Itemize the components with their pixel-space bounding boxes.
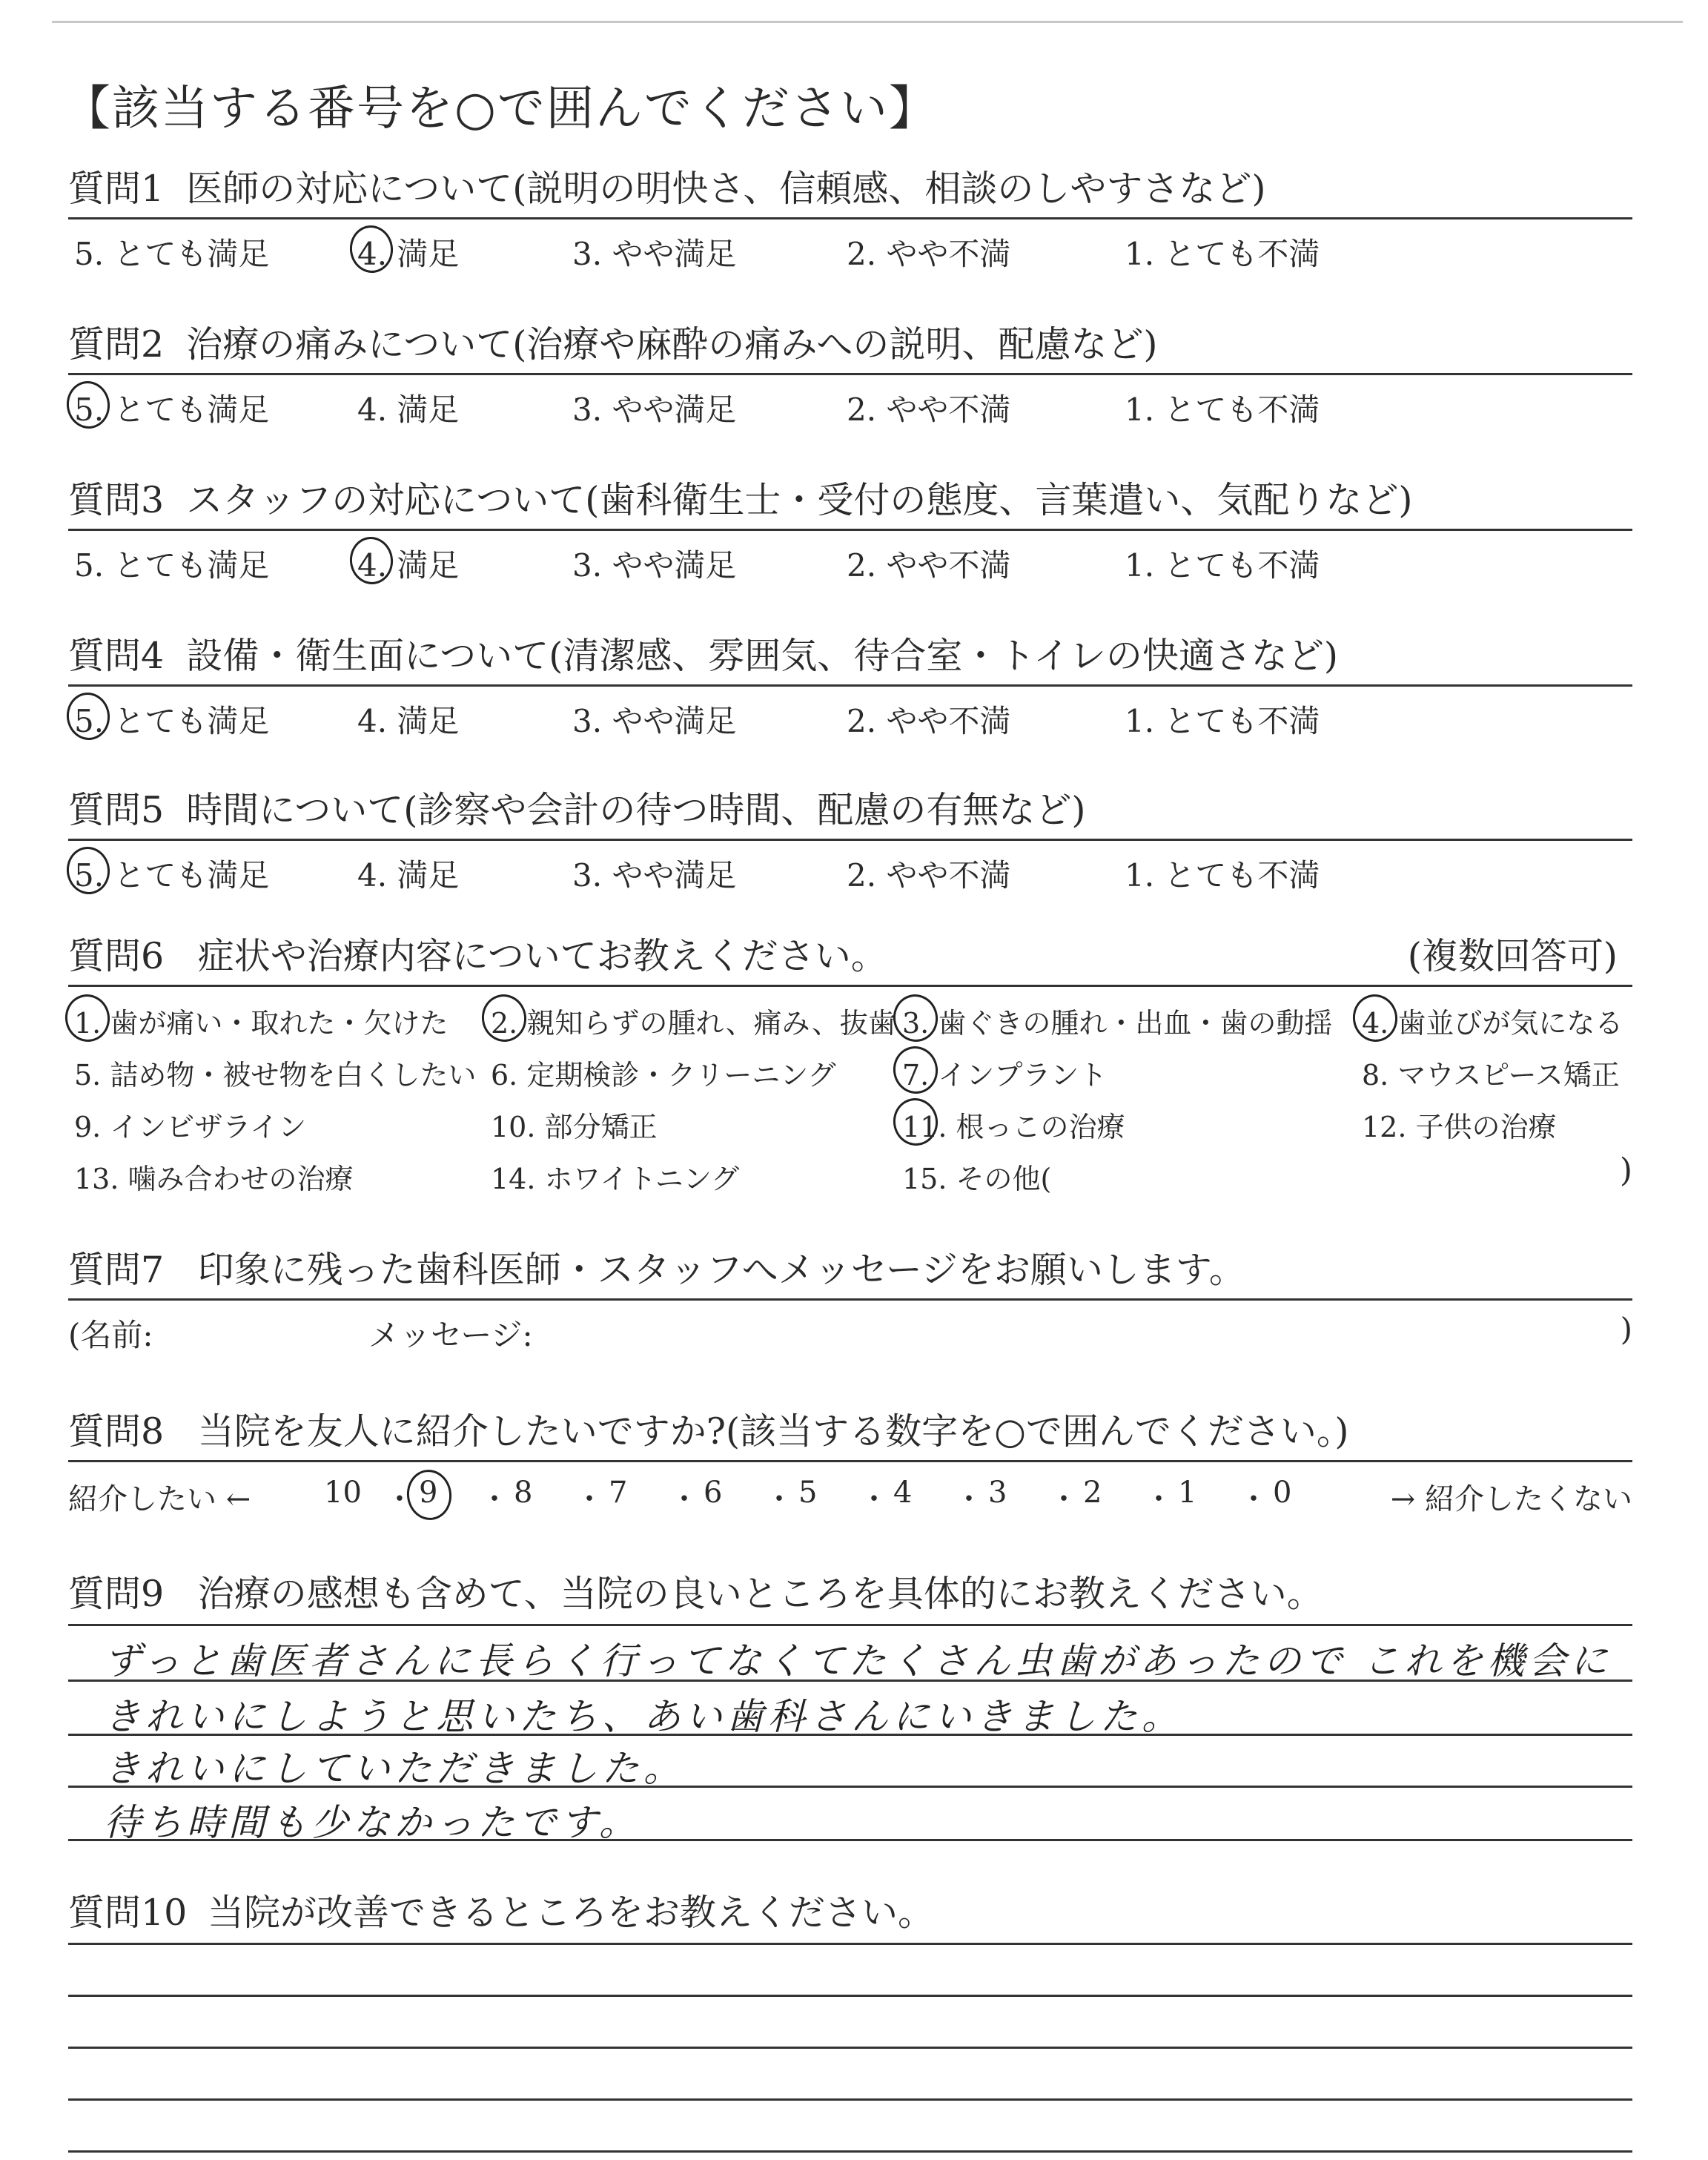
- message-close-paren: ): [1620, 1311, 1632, 1347]
- symptom-option-7-circled[interactable]: 7. インプラント: [902, 1052, 1107, 1093]
- rating-option-2[interactable]: 2. やや不満: [847, 703, 1011, 739]
- writing-line: [68, 2150, 1632, 2153]
- question-text: 医師の対応について(説明の明快さ、信頼感、相談のしやすさなど): [186, 168, 1266, 210]
- rating-option-4[interactable]: 4. 満足: [357, 392, 460, 428]
- rating-option-2[interactable]: 2. やや不満: [847, 392, 1011, 428]
- rating-option-3[interactable]: 3. やや満足: [572, 547, 737, 584]
- rating-option-2[interactable]: 2. やや不満: [847, 236, 1011, 272]
- question-text: 時間について(診察や会計の待つ時間、配慮の有無など): [186, 789, 1086, 831]
- rating-option-2[interactable]: 2. やや不満: [847, 857, 1011, 894]
- rating-option-5-circled[interactable]: 5. とても満足: [74, 851, 269, 896]
- scale-value-0[interactable]: 0: [1273, 1476, 1292, 1510]
- question-number: 質問4: [68, 635, 165, 677]
- symptom-option-3-circled[interactable]: 3. 歯ぐきの腫れ・出血・歯の動揺: [902, 1000, 1332, 1041]
- symptom-option-13[interactable]: 13. 噛み合わせの治療: [74, 1163, 354, 1195]
- question-7: [68, 1249, 1632, 1353]
- scale-separator: ・: [480, 1482, 509, 1516]
- handwritten-answer-line: 待ち時間も少なかったです。: [104, 1801, 640, 1844]
- rating-option-3[interactable]: 3. やや満足: [572, 236, 737, 272]
- scale-value-2[interactable]: 2: [1083, 1476, 1102, 1510]
- symptom-option-5[interactable]: 5. 詰め物・被せ物を白くしたい: [74, 1059, 477, 1091]
- handwritten-answer-line: きれいにしようと思いたち、あい歯科さんにいきました。: [104, 1695, 1183, 1738]
- question-number: 質問7: [68, 1249, 165, 1291]
- scale-separator: ・: [859, 1482, 889, 1516]
- multiple-answer-note: (複数回答可): [1407, 935, 1618, 977]
- symptom-option-11-circled[interactable]: 11. 根っこの治療: [902, 1104, 1125, 1145]
- scale-value-8[interactable]: 8: [514, 1476, 533, 1510]
- question-1: [68, 168, 1632, 272]
- rating-option-3[interactable]: 3. やや満足: [572, 703, 737, 739]
- writing-line: [68, 1943, 1632, 1945]
- question-number: 質問10: [68, 1892, 188, 1934]
- question-text: 当院が改善できるところをお教えください。: [207, 1892, 934, 1934]
- question-number: 質問9: [68, 1573, 165, 1615]
- question-text: スタッフの対応について(歯科衛生士・受付の態度、言葉遣い、気配りなど): [186, 479, 1413, 521]
- referral-scale: [68, 1468, 1632, 1516]
- rating-option-1[interactable]: 1. とても不満: [1125, 857, 1320, 894]
- scale-right-label: → 紹介したくない: [1390, 1482, 1632, 1516]
- question-text: 症状や治療内容についてお教えください。: [197, 935, 887, 977]
- scale-value-9-circled[interactable]: 9: [419, 1476, 438, 1510]
- question-text: 印象に残った歯科医師・スタッフへメッセージをお願いします。: [197, 1249, 1245, 1291]
- scale-left-label: 紹介したい ←: [68, 1482, 251, 1516]
- scale-value-4[interactable]: 4: [893, 1476, 913, 1510]
- writing-line: [68, 1624, 1632, 1626]
- symptom-option-14[interactable]: 14. ホワイトニング: [491, 1163, 740, 1195]
- symptom-option-12[interactable]: 12. 子供の治療: [1362, 1111, 1557, 1143]
- symptom-option-4-circled[interactable]: 4. 歯並びが気になる: [1362, 1000, 1623, 1041]
- scale-value-1[interactable]: 1: [1178, 1476, 1197, 1510]
- question-9: [68, 1573, 1632, 1615]
- scale-separator: ・: [385, 1482, 414, 1516]
- symptom-option-8[interactable]: 8. マウスピース矯正: [1362, 1059, 1620, 1091]
- scale-separator: ・: [575, 1482, 604, 1516]
- symptom-option-1-circled[interactable]: 1. 歯が痛い・取れた・欠けた: [74, 1000, 448, 1041]
- scale-separator: ・: [1049, 1482, 1079, 1516]
- question-number: 質問2: [68, 323, 165, 366]
- question-5: [68, 789, 1632, 894]
- rating-option-3[interactable]: 3. やや満足: [572, 392, 737, 428]
- rating-option-1[interactable]: 1. とても不満: [1125, 392, 1320, 428]
- rating-option-3[interactable]: 3. やや満足: [572, 857, 737, 894]
- scale-value-3[interactable]: 3: [988, 1476, 1007, 1510]
- rating-option-1[interactable]: 1. とても不満: [1125, 236, 1320, 272]
- symptom-option-15[interactable]: 15. その他(: [902, 1163, 1052, 1195]
- writing-line: [68, 1680, 1632, 1682]
- symptom-option-2-circled[interactable]: 2. 親知らずの腫れ、痛み、抜歯: [491, 1000, 896, 1041]
- scale-value-6[interactable]: 6: [704, 1476, 723, 1510]
- question-4: [68, 635, 1632, 739]
- question-2: [68, 323, 1632, 428]
- question-text: 設備・衛生面について(清潔感、雰囲気、待合室・トイレの快適さなど): [186, 635, 1338, 677]
- symptom-option-6[interactable]: 6. 定期検診・クリーニング: [491, 1059, 836, 1091]
- writing-line: [68, 2098, 1632, 2101]
- writing-line: [68, 1995, 1632, 1997]
- rating-option-4[interactable]: 4. 満足: [357, 857, 460, 894]
- question-10: [68, 1892, 1632, 1934]
- rating-option-5[interactable]: 5. とても満足: [74, 236, 270, 272]
- scale-value-7[interactable]: 7: [609, 1476, 628, 1510]
- rating-option-4-circled[interactable]: 4. 満足: [357, 230, 459, 274]
- question-number: 質問1: [68, 168, 165, 210]
- question-number: 質問5: [68, 789, 165, 831]
- scale-value-5[interactable]: 5: [798, 1476, 818, 1510]
- scale-value-10[interactable]: 10: [324, 1476, 362, 1510]
- question-3: [68, 479, 1632, 584]
- writing-line: [68, 2047, 1632, 2049]
- question-number: 質問6: [68, 935, 165, 977]
- scale-separator: ・: [1239, 1482, 1268, 1516]
- handwritten-answer-line: きれいにしていただきました。: [104, 1747, 685, 1790]
- question-number: 質問3: [68, 479, 165, 521]
- question-8: [68, 1410, 1632, 1516]
- writing-line: [68, 1734, 1632, 1736]
- question-text: 治療の痛みについて(治療や麻酔の痛みへの説明、配慮など): [186, 323, 1158, 366]
- handwritten-answer-line: ずっと歯医者さんに長らく行ってなくてたくさん虫歯があったので これを機会に: [104, 1639, 1612, 1682]
- question-text: 当院を友人に紹介したいですか?(該当する数字を○で囲んでください。): [197, 1410, 1349, 1453]
- name-label: (名前:: [68, 1317, 153, 1353]
- question-6: [68, 935, 1632, 1209]
- rating-option-1[interactable]: 1. とても不満: [1125, 703, 1320, 739]
- writing-line: [68, 1839, 1632, 1841]
- page-heading: 【該当する番号を○で囲んでください】: [63, 82, 938, 136]
- question-text: 治療の感想も含めて、当院の良いところを具体的にお教えください。: [197, 1573, 1323, 1615]
- symptom-options-grid: [68, 987, 1632, 1209]
- rating-option-5-circled[interactable]: 5. とても満足: [74, 697, 269, 742]
- scale-separator: ・: [669, 1482, 699, 1516]
- rating-option-4[interactable]: 4. 満足: [357, 703, 460, 739]
- question-rule: [68, 1460, 1632, 1462]
- rating-option-4-circled[interactable]: 4. 満足: [357, 541, 459, 586]
- writing-line: [68, 1786, 1632, 1788]
- scale-separator: ・: [954, 1482, 984, 1516]
- symptom-option-10[interactable]: 10. 部分矯正: [491, 1111, 658, 1143]
- question-number: 質問8: [68, 1410, 165, 1453]
- symptom-option-9[interactable]: 9. インビザライン: [74, 1111, 307, 1143]
- rating-option-5[interactable]: 5. とても満足: [74, 547, 270, 584]
- scan-edge-line: [52, 21, 1683, 23]
- other-close-paren: ): [1619, 1152, 1632, 1189]
- rating-option-5-circled[interactable]: 5. とても満足: [74, 386, 269, 430]
- message-label: メッセージ:: [368, 1317, 533, 1353]
- rating-option-2[interactable]: 2. やや不満: [847, 547, 1011, 584]
- scale-separator: ・: [764, 1482, 794, 1516]
- rating-option-1[interactable]: 1. とても不満: [1125, 547, 1320, 584]
- scale-separator: ・: [1144, 1482, 1174, 1516]
